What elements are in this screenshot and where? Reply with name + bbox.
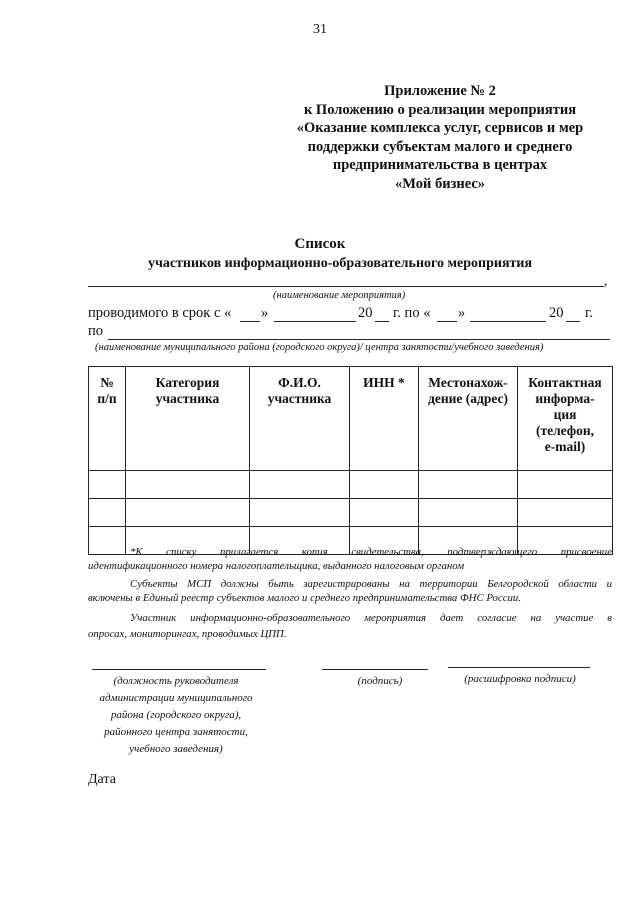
end-year-blank	[566, 321, 580, 322]
column-header-address: Местонахож- дение (адрес)	[419, 367, 518, 471]
inn-footnote-line: идентификационного номера налогоплательщика, выданного налоговым органом	[88, 560, 465, 572]
start-year-blank	[375, 321, 389, 322]
table-row	[89, 499, 613, 527]
period-label: проводимого в срок с «	[88, 305, 232, 321]
event-name-comma: ,	[604, 274, 608, 289]
table-cell[interactable]	[126, 471, 250, 499]
decoding-caption: (расшифровка подписи)	[464, 673, 576, 685]
inn-footnote-line: *К списку прилагается копия свидетельства, подтверждающего присвоение	[130, 546, 612, 558]
table-header-row	[89, 367, 613, 471]
table-cell[interactable]	[126, 499, 250, 527]
end-year-suffix: г.	[585, 305, 593, 321]
org-line	[108, 339, 610, 340]
table-cell[interactable]	[350, 499, 419, 527]
appendix-line: к Положению о реализации мероприятия	[303, 101, 577, 118]
appendix-line: Приложение № 2	[384, 83, 496, 99]
table-cell[interactable]	[419, 499, 518, 527]
end-day-blank	[437, 321, 457, 322]
appendix-line: предпринимательства в центрах	[332, 157, 548, 173]
event-name-caption: (наименование мероприятия)	[273, 290, 406, 301]
table-cell[interactable]	[89, 499, 126, 527]
table-cell[interactable]	[518, 499, 613, 527]
participants-table	[88, 366, 613, 555]
column-header-inn: ИНН *	[350, 367, 419, 471]
column-header-contact: Контактная информа- ция (телефон, e-mail)	[518, 367, 613, 471]
page-number: 31	[313, 22, 327, 37]
table-cell[interactable]	[250, 499, 350, 527]
org-label: по	[88, 323, 104, 339]
position-caption: (должность руководителя администрации муниципального района (городского округа), районного центра занятости, учебного заведения)	[99, 675, 253, 755]
appendix-header	[250, 82, 630, 193]
event-name-line	[88, 286, 604, 287]
decoding-line	[448, 667, 590, 668]
end-quote-close: »	[458, 305, 466, 321]
signature-line	[322, 669, 428, 670]
consent-note-line: Участник информационно-образовательного мероприятия дает согласие на участие в	[130, 612, 612, 624]
table-cell[interactable]	[518, 471, 613, 499]
start-year-prefix: 20	[358, 305, 373, 321]
table-row	[89, 471, 613, 499]
start-year-suffix: г. по «	[393, 305, 431, 321]
notes-block	[88, 545, 612, 641]
start-day-blank	[240, 321, 260, 322]
signature-caption: (подпись)	[357, 675, 403, 687]
document-subtitle: участников информационно-образовательного мероприятия	[147, 256, 533, 271]
document-title: Список	[294, 236, 346, 252]
registry-note-line: Субъекты МСП должны быть зарегистрированы на территории Белгородской области и	[130, 578, 612, 590]
table-cell[interactable]	[89, 471, 126, 499]
table-cell[interactable]	[419, 471, 518, 499]
table-cell[interactable]	[250, 471, 350, 499]
start-month-blank	[274, 321, 356, 322]
table-cell[interactable]	[350, 471, 419, 499]
column-header-category: Категория участника	[126, 367, 250, 471]
appendix-line: «Мой бизнес»	[394, 175, 486, 192]
column-header-full-name: Ф.И.О. участника	[250, 367, 350, 471]
appendix-line: «Оказание комплекса услуг, сервисов и мер	[296, 120, 584, 136]
date-label: Дата	[88, 772, 116, 787]
org-caption: (наименование муниципального района (городского округа)/ центра занятости/учебного заведения)	[95, 342, 544, 353]
start-quote-close: »	[261, 305, 269, 321]
end-year-prefix: 20	[549, 305, 564, 321]
position-signature-line	[92, 669, 266, 670]
appendix-line: поддержки субъектам малого и среднего	[307, 138, 573, 155]
consent-note-line: опросах, мониторингах, проводимых ЦПП.	[88, 628, 287, 640]
registry-note-line: включены в Единый реестр субъектов малого и среднего предпринимательства ФНС России.	[88, 592, 522, 604]
column-header-number: № п/п	[89, 367, 126, 471]
end-month-blank	[470, 321, 546, 322]
